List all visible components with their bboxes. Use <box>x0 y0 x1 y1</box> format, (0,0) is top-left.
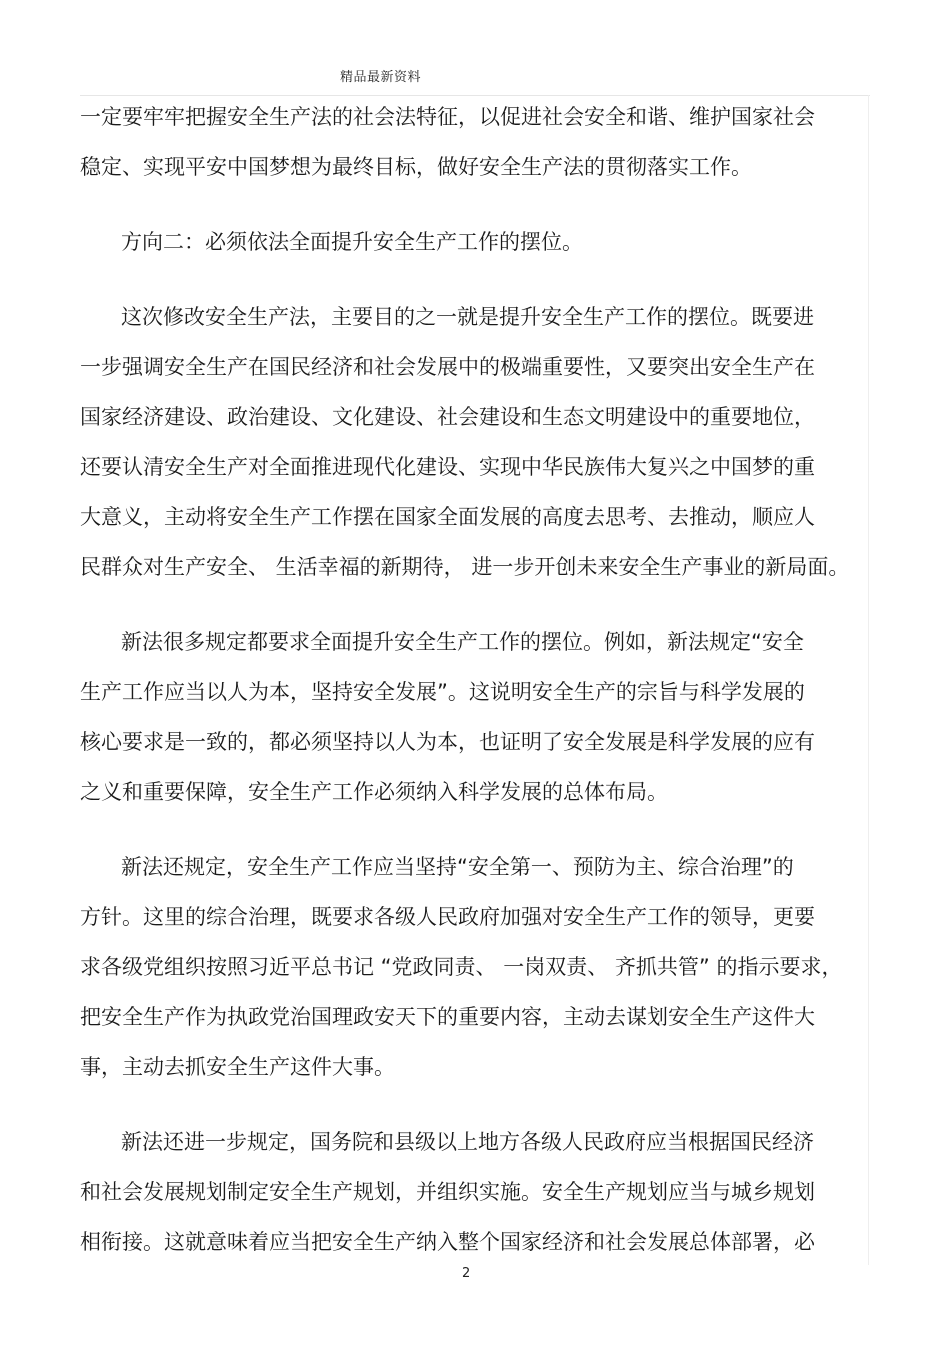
paragraph-5-line-4: 把安全生产作为执政党治国理政安天下的重要内容，主动去谋划安全生产这件大 <box>80 1005 815 1029</box>
paragraph-4-line-1: 新法很多规定都要求全面提升安全生产工作的摆位。例如，新法规定“安全 <box>121 630 804 654</box>
paragraph-4-line-2: 生产工作应当以人为本，坚持安全发展”。这说明安全生产的宗旨与科学发展的 <box>80 680 805 704</box>
page-number: 2 <box>462 1266 471 1281</box>
paragraph-6-line-2: 和社会发展规划制定安全生产规划，并组织实施。安全生产规划应当与城乡规划 <box>80 1180 815 1204</box>
paragraph-3-line-6: 民群众对生产安全、 生活幸福的新期待， 进一步开创未来安全生产事业的新局面。 <box>80 555 850 579</box>
header-divider <box>80 95 870 96</box>
paragraph-3-line-5: 大意义，主动将安全生产工作摆在国家全面发展的高度去思考、去推动，顺应人 <box>80 505 815 529</box>
right-margin-line <box>868 95 869 1265</box>
paragraph-2-line-1: 方向二：必须依法全面提升安全生产工作的摆位。 <box>121 230 583 254</box>
paragraph-3-line-1: 这次修改安全生产法，主要目的之一就是提升安全生产工作的摆位。既要进 <box>121 305 814 329</box>
page-header: 精品最新资料 <box>340 70 422 85</box>
paragraph-1-line-1: 一定要牢牢把握安全生产法的社会法特征，以促进社会安全和谐、维护国家社会 <box>80 105 815 129</box>
paragraph-3-line-3: 国家经济建设、政治建设、文化建设、社会建设和生态文明建设中的重要地位， <box>80 405 815 429</box>
paragraph-6-line-1: 新法还进一步规定，国务院和县级以上地方各级人民政府应当根据国民经济 <box>121 1130 814 1154</box>
paragraph-5-line-5: 事，主动去抓安全生产这件大事。 <box>80 1055 395 1079</box>
paragraph-3-line-4: 还要认清安全生产对全面推进现代化建设、实现中华民族伟大复兴之中国梦的重 <box>80 455 815 479</box>
paragraph-5-line-1: 新法还规定，安全生产工作应当坚持“安全第一、预防为主、综合治理”的 <box>121 855 794 879</box>
paragraph-6-line-3: 相衔接。这就意味着应当把安全生产纳入整个国家经济和社会发展总体部署，必 <box>80 1230 815 1254</box>
paragraph-3-line-2: 一步强调安全生产在国民经济和社会发展中的极端重要性，又要突出安全生产在 <box>80 355 815 379</box>
paragraph-5-line-2: 方针。这里的综合治理，既要求各级人民政府加强对安全生产工作的领导，更要 <box>80 905 815 929</box>
paragraph-1-line-2: 稳定、实现平安中国梦想为最终目标，做好安全生产法的贯彻落实工作。 <box>80 155 752 179</box>
paragraph-4-line-3: 核心要求是一致的，都必须坚持以人为本，也证明了安全发展是科学发展的应有 <box>80 730 815 754</box>
paragraph-4-line-4: 之义和重要保障，安全生产工作必须纳入科学发展的总体布局。 <box>80 780 668 804</box>
paragraph-5-line-3: 求各级党组织按照习近平总书记 “党政同责、 一岗双责、 齐抓共管” 的指示要求， <box>80 955 843 979</box>
